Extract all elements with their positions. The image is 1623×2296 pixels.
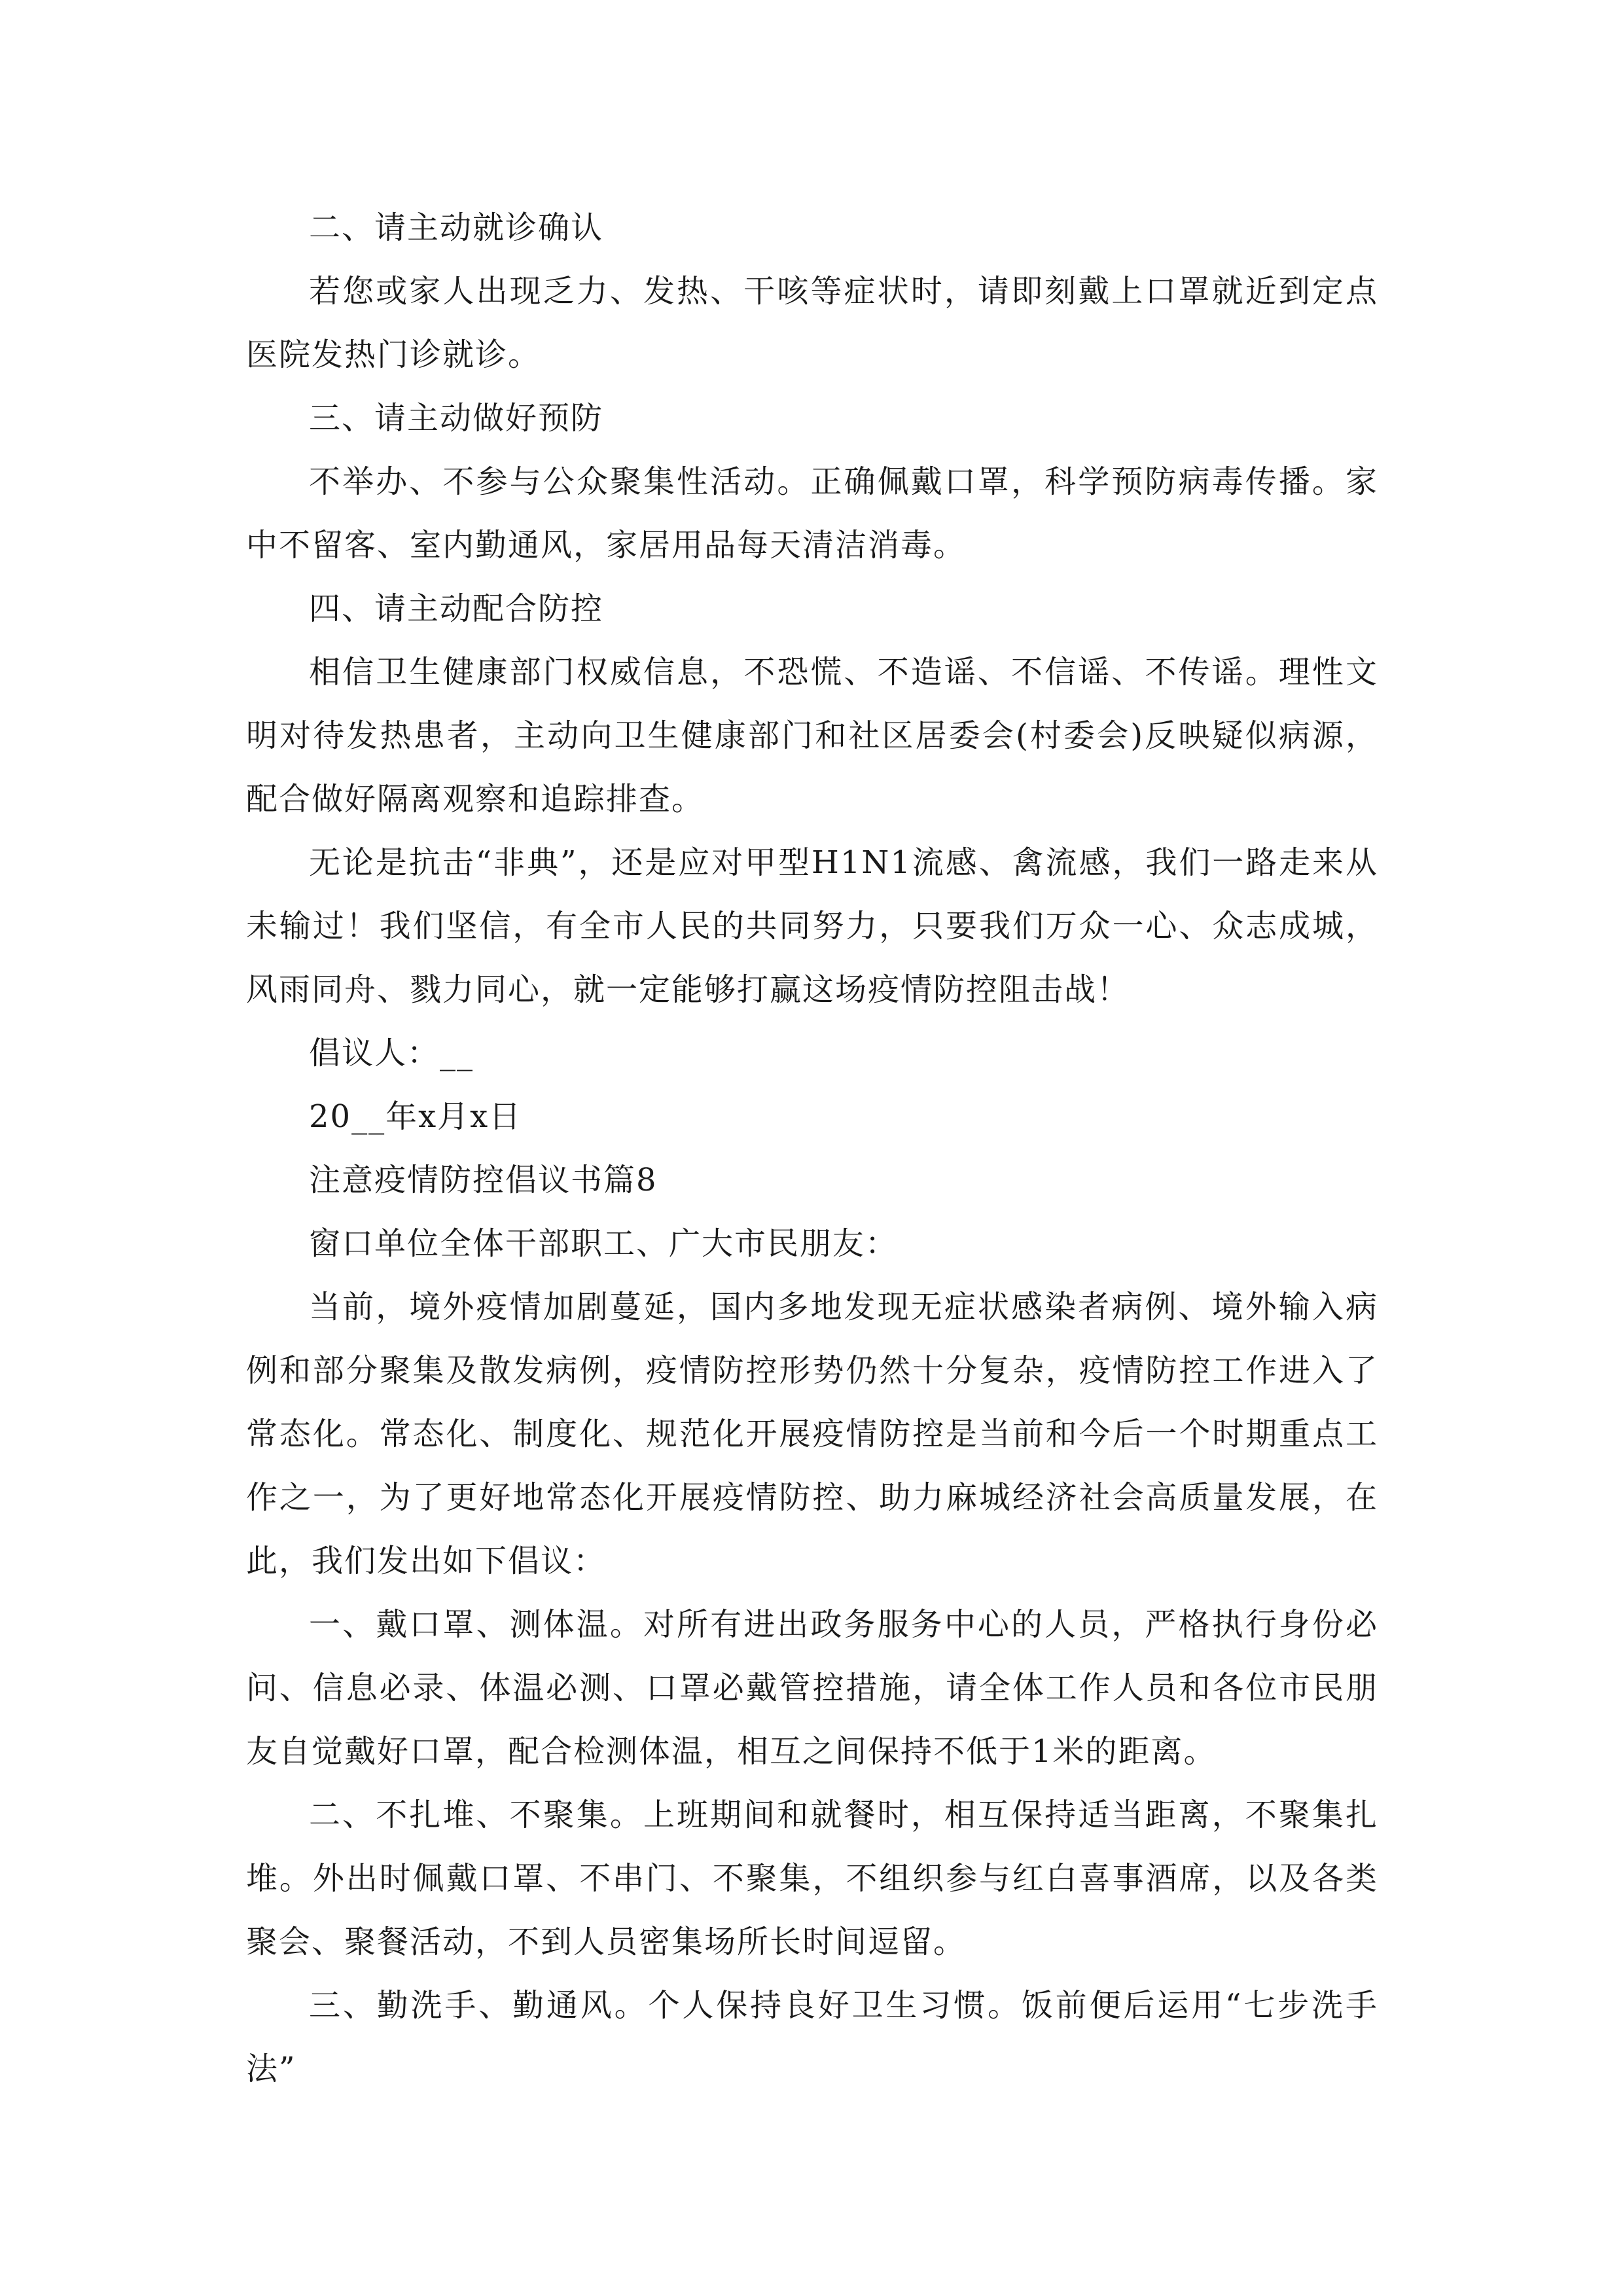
salutation: 窗口单位全体干部职工、广大市民朋友： bbox=[309, 1225, 899, 1262]
section-title: 注意疫情防控倡议书篇8 bbox=[309, 1162, 658, 1198]
paragraph-no-gathering: 二、不扎堆、不聚集。上班期间和就餐时，相互保持适当距离，不聚集扎堆。外出时佩戴口罩、不串门、不聚集，不组织参与红白喜事酒席，以及各类聚会、聚餐活动，不到人员密集场所长时间逗留。 bbox=[246, 1797, 1378, 1960]
document-body bbox=[246, 196, 1378, 2101]
heading-cooperate: 四、请主动配合防控 bbox=[309, 590, 604, 627]
paragraph-intro: 当前，境外疫情加剧蔓延，国内多地发现无症状感染者病例、境外输入病例和部分聚集及散发病例，疫情防控形势仍然十分复杂，疫情防控工作进入了常态化。常态化、制度化、规范化开展疫情防控是当前和今后一个时期重点工作之一，为了更好地常态化开展疫情防控、助力麻城经济社会高质量发展，在此，我们发出如下倡议： bbox=[246, 1289, 1378, 1579]
heading-seek-medical-care: 二、请主动就诊确认 bbox=[309, 209, 604, 246]
paragraph-handwashing: 三、勤洗手、勤通风。个人保持良好卫生习惯。饭前便后运用“七步洗手法” bbox=[246, 1987, 1378, 2087]
heading-prevention: 三、请主动做好预防 bbox=[309, 400, 604, 437]
paragraph-prevention: 不举办、不参与公众聚集性活动。正确佩戴口罩，科学预防病毒传播。家中不留客、室内勤通风，家居用品每天清洁消毒。 bbox=[246, 463, 1378, 564]
paragraph-seek-medical-care: 若您或家人出现乏力、发热、干咳等症状时，请即刻戴上口罩就近到定点医院发热门诊就诊。 bbox=[246, 273, 1378, 373]
paragraph-cooperate: 相信卫生健康部门权威信息，不恐慌、不造谣、不信谣、不传谣。理性文明对待发热患者，主动向卫生健康部门和社区居委会(村委会)反映疑似病源，配合做好隔离观察和追踪排查。 bbox=[246, 654, 1378, 817]
signature-initiator: 倡议人：__ bbox=[309, 1035, 474, 1071]
paragraph-masks-temperature: 一、戴口罩、测体温。对所有进出政务服务中心的人员，严格执行身份必问、信息必录、体温必测、口罩必戴管控措施，请全体工作人员和各位市民朋友自觉戴好口罩，配合检测体温，相互之间保持不低于1米的距离。 bbox=[246, 1606, 1378, 1770]
signature-date: 20__年x月x日 bbox=[309, 1098, 522, 1135]
paragraph-conclusion: 无论是抗击“非典”，还是应对甲型H1N1流感、禽流感，我们一路走来从未输过！我们坚信，有全市人民的共同努力，只要我们万众一心、众志成城，风雨同舟、戮力同心，就一定能够打赢这场疫情防控阻击战！ bbox=[246, 844, 1378, 1008]
